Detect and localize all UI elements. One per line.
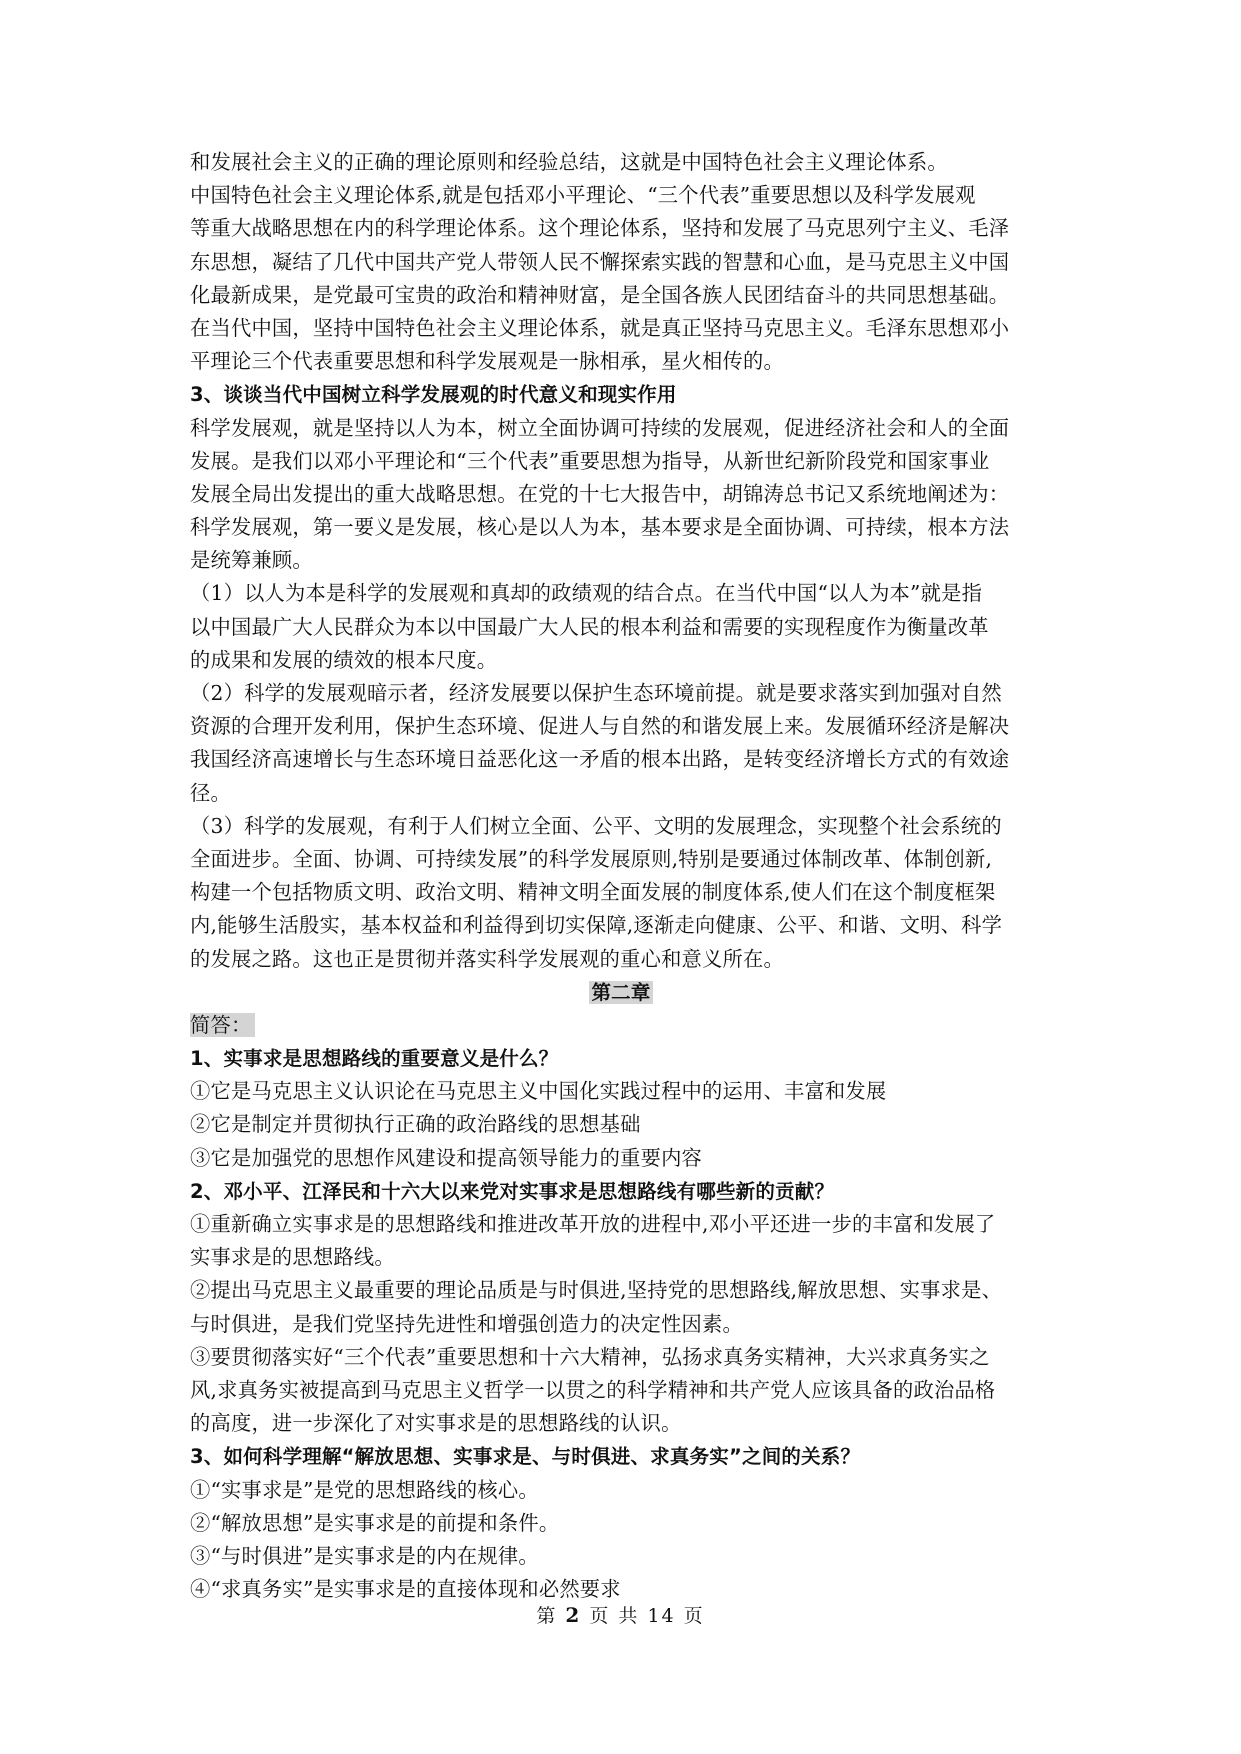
text-line: 等重大战略思想在内的科学理论体系。这个理论体系，坚持和发展了马克思列宁主义、毛泽: [190, 216, 1010, 241]
text-line: 风,求真务实被提高到马克思主义哲学一以贯之的科学精神和共产党人应该具备的政治品格: [190, 1377, 996, 1402]
text-line: ②提出马克思主义最重要的理论品质是与时俱进,坚持党的思想路线,解放思想、实事求是、: [190, 1278, 1003, 1303]
text-line: 与时俱进，是我们党坚持先进性和增强创造力的决定性因素。: [190, 1311, 743, 1336]
text-line: 径。: [190, 780, 231, 805]
text-line: 在当代中国，坚持中国特色社会主义理论体系，就是真正坚持马克思主义。毛泽东思想邓小: [190, 315, 1010, 340]
chapter-title: 第二章: [591, 980, 651, 1004]
text-line: ②它是制定并贯彻执行正确的政治路线的思想基础: [190, 1112, 641, 1137]
text-line: （1）以人为本是科学的发展观和真却的政绩观的结合点。在当代中国“以人为本”就是指: [190, 581, 983, 606]
text-line: 内,能够生活殷实，基本权益和利益得到切实保障,逐渐走向健康、公平、和谐、文明、科学: [190, 913, 1003, 938]
text-line: 化最新成果，是党最可宝贵的政治和精神财富，是全国各族人民团结奋斗的共同思想基础。: [190, 282, 1010, 307]
text-line: 的发展之路。这也正是贯彻并落实科学发展观的重心和意义所在。: [190, 946, 784, 971]
footer-prefix: 第: [536, 1605, 558, 1627]
text-line: ①“实事求是”是党的思想路线的核心。: [190, 1477, 539, 1502]
text-line: 构建一个包括物质文明、政治文明、精神文明全面发展的制度体系,使人们在这个制度框架: [190, 880, 996, 905]
text-line: ②“解放思想”是实事求是的前提和条件。: [190, 1510, 560, 1535]
question-heading: 2、邓小平、江泽民和十六大以来党对实事求是思想路线有哪些新的贡献？: [190, 1179, 835, 1203]
text-line: 资源的合理开发利用，保护生态环境、促进人与自然的和谐发展上来。发展循环经济是解决: [190, 714, 1010, 739]
text-line: 的成果和发展的绩效的根本尺度。: [190, 647, 498, 672]
text-line: （2）科学的发展观暗示者，经济发展要以保护生态环境前提。就是要求落实到加强对自然: [190, 681, 1002, 705]
page-footer: [0, 1601, 1241, 1628]
text-line: 发展。是我们以邓小平理论和“三个代表”重要思想为指导，从新世纪新阶段党和国家事业: [190, 448, 990, 473]
question-heading: 3、如何科学理解“解放思想、实事求是、与时俱进、求真务实”之间的关系？: [190, 1445, 861, 1469]
current-page-number: 2: [565, 1603, 582, 1627]
question-heading: 1、实事求是思想路线的重要意义是什么？: [190, 1047, 559, 1071]
text-line: ③“与时俱进”是实事求是的内在规律。: [190, 1543, 539, 1568]
chapter-heading: [190, 976, 1052, 1009]
footer-suffix: 页: [683, 1605, 705, 1627]
text-line: ①重新确立实事求是的思想路线和推进改革开放的进程中,邓小平还进一步的丰富和发展了: [190, 1212, 996, 1236]
text-line: 是统筹兼顾。: [190, 548, 313, 573]
text-line: 科学发展观，第一要义是发展，核心是以人为本，基本要求是全面协调、可持续，根本方法: [190, 515, 1010, 540]
text-line: 的高度，进一步深化了对实事求是的思想路线的认识。: [190, 1411, 682, 1436]
text-line: 东思想，凝结了几代中国共产党人带领人民不懈探索实践的智慧和心血，是马克思主义中国: [190, 249, 1010, 274]
text-line: 中国特色社会主义理论体系,就是包括邓小平理论、“三个代表”重要思想以及科学发展观: [190, 183, 976, 208]
text-line: 以中国最广大人民群众为本以中国最广大人民的根本利益和需要的实现程度作为衡量改革: [190, 614, 989, 639]
text-line: 全面进步。全面、协调、可持续发展”的科学发展原则,特别是要通过体制改革、体制创新,: [190, 846, 993, 871]
page-content: [190, 146, 1052, 1606]
text-line: ③要贯彻落实好“三个代表”重要思想和十六大精神，弘扬求真务实精神，大兴求真务实之: [190, 1344, 990, 1369]
text-line: （3）科学的发展观，有利于人们树立全面、公平、文明的发展理念，实现整个社会系统的: [190, 813, 1002, 838]
text-line: 科学发展观，就是坚持以人为本，树立全面协调可持续的发展观，促进经济社会和人的全面: [190, 415, 1010, 440]
text-line: 实事求是的思想路线。: [190, 1245, 395, 1270]
text-line: 和发展社会主义的正确的理论原则和经验总结，这就是中国特色社会主义理论体系。: [190, 150, 948, 174]
text-line: 我国经济高速增长与生态环境日益恶化这一矛盾的根本出路，是转变经济增长方式的有效途: [190, 747, 1010, 772]
text-line: ①它是马克思主义认识论在马克思主义中国化实践过程中的运用、丰富和发展: [190, 1079, 887, 1104]
section-label-text: 简答：: [190, 1013, 255, 1037]
total-page-count: 14: [647, 1605, 676, 1627]
text-line: 平理论三个代表重要思想和科学发展观是一脉相承，星火相传的。: [190, 349, 784, 374]
text-line: ③它是加强党的思想作风建设和提高领导能力的重要内容: [190, 1145, 703, 1170]
section-label: [190, 1009, 1052, 1042]
question-heading: 3、谈谈当代中国树立科学发展观的时代意义和现实作用: [190, 383, 677, 407]
text-line: ④“求真务实”是实事求是的直接体现和必然要求: [190, 1577, 621, 1602]
text-line: 发展全局出发提出的重大战略思想。在党的十七大报告中，胡锦涛总书记又系统地阐述为：: [190, 481, 1010, 506]
footer-middle: 页 共: [589, 1605, 640, 1627]
